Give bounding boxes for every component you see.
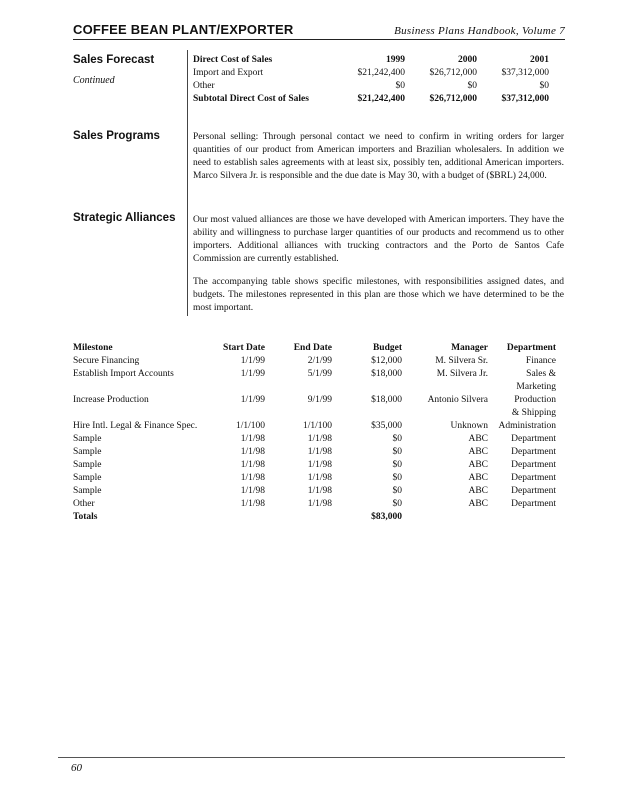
table-cell bbox=[73, 407, 213, 420]
table-cell: Other bbox=[73, 499, 95, 509]
page-number: 60 bbox=[71, 762, 82, 774]
table-cell: $0 bbox=[392, 473, 402, 483]
header-cell: Manager bbox=[451, 343, 488, 353]
header-cell: Milestone bbox=[73, 343, 113, 353]
header-cell: 2001 bbox=[530, 55, 549, 65]
table-cell bbox=[73, 381, 213, 394]
table-cell: 1/1/98 bbox=[307, 499, 332, 509]
table-cell: $0 bbox=[392, 499, 402, 509]
table-cell bbox=[402, 407, 488, 420]
table-cell: Sample bbox=[73, 460, 102, 470]
table-cell: Department bbox=[511, 486, 556, 496]
table-cell: 1/1/98 bbox=[307, 473, 332, 483]
table-header-row bbox=[193, 54, 549, 67]
table-cell: $37,312,000 bbox=[501, 68, 549, 78]
table-cell: Sample bbox=[73, 486, 102, 496]
header-cell: Start Date bbox=[223, 343, 265, 353]
table-row bbox=[73, 446, 556, 459]
table-cell: $0 bbox=[467, 81, 477, 91]
table-cell: ABC bbox=[468, 486, 488, 496]
table-cell: $0 bbox=[392, 486, 402, 496]
table-row bbox=[73, 368, 556, 381]
table-cell bbox=[402, 381, 488, 394]
table-cell: $26,712,000 bbox=[429, 68, 477, 78]
table-cell: Sales & bbox=[526, 369, 556, 379]
header-cell: 2000 bbox=[458, 55, 477, 65]
table-cell: Antonio Silvera bbox=[427, 395, 488, 405]
table-row bbox=[73, 394, 556, 407]
table-cell: ABC bbox=[468, 434, 488, 444]
header-cell: End Date bbox=[293, 343, 332, 353]
footer-rule bbox=[58, 757, 565, 758]
table-cell: $37,312,000 bbox=[501, 94, 549, 104]
table-cell: $26,712,000 bbox=[429, 94, 477, 104]
table-cell: Unknown bbox=[450, 421, 488, 431]
table-cell: Secure Financing bbox=[73, 356, 140, 366]
table-cell: 1/1/98 bbox=[240, 473, 265, 483]
table-cell: M. Silvera Sr. bbox=[435, 356, 488, 366]
table-cell: 1/1/98 bbox=[307, 447, 332, 457]
table-cell: Finance bbox=[525, 356, 556, 366]
table-cell: 1/1/98 bbox=[240, 447, 265, 457]
table-cell: ABC bbox=[468, 460, 488, 470]
table-cell: 2/1/99 bbox=[307, 356, 332, 366]
table-cell: Sample bbox=[73, 473, 102, 483]
table-cell: 1/1/98 bbox=[307, 460, 332, 470]
table-cell: 1/1/98 bbox=[240, 499, 265, 509]
table-totals-row bbox=[73, 511, 556, 524]
table-cell: Other bbox=[193, 81, 215, 91]
table-cell: $0 bbox=[539, 81, 549, 91]
table-cell: $18,000 bbox=[371, 369, 402, 379]
table-cell bbox=[332, 381, 402, 394]
table-cell: M. Silvera Jr. bbox=[436, 369, 488, 379]
table-cell: Administration bbox=[498, 421, 556, 431]
milestones-intro-paragraph: The accompanying table shows specific milestones, with responsibilities assigned dates, and budgets. The milestones represented in this plan are those which we have determined to be the most important. bbox=[193, 277, 564, 313]
table-cell bbox=[265, 381, 332, 394]
sales-forecast-table bbox=[193, 54, 549, 106]
table-row bbox=[73, 498, 556, 511]
table-cell: Increase Production bbox=[73, 395, 149, 405]
table-cell: 1/1/99 bbox=[240, 356, 265, 366]
table-cell bbox=[265, 407, 332, 420]
section-heading-sales-forecast: Sales Forecast bbox=[73, 54, 155, 66]
table-cell: 1/1/99 bbox=[240, 369, 265, 379]
table-cell: $0 bbox=[395, 81, 405, 91]
table-cell: 1/1/99 bbox=[240, 395, 265, 405]
table-cell: $21,242,400 bbox=[357, 68, 405, 78]
table-cell bbox=[332, 407, 402, 420]
header-rule bbox=[73, 39, 565, 40]
table-cell: 1/1/98 bbox=[307, 486, 332, 496]
table-cell: ABC bbox=[468, 447, 488, 457]
table-cell: Department bbox=[511, 434, 556, 444]
table-row bbox=[73, 485, 556, 498]
table-cell: Establish Import Accounts bbox=[73, 369, 174, 379]
table-row bbox=[73, 381, 556, 394]
table-header-row bbox=[73, 342, 556, 355]
table-cell: Department bbox=[511, 460, 556, 470]
table-cell: $21,242,400 bbox=[357, 94, 405, 104]
table-row bbox=[73, 407, 556, 420]
table-row bbox=[193, 80, 549, 93]
table-row bbox=[73, 355, 556, 368]
running-header-book: Business Plans Handbook, Volume 7 bbox=[394, 25, 565, 37]
table-cell: $0 bbox=[392, 460, 402, 470]
totals-label: Totals bbox=[73, 512, 98, 522]
table-cell: $0 bbox=[392, 447, 402, 457]
section-heading-strategic-alliances: Strategic Alliances bbox=[73, 212, 176, 224]
sales-programs-paragraph: Personal selling: Through personal contact we need to confirm in writing orders for larger quantities of our product from American importers and Brazilian wholesalers. In addition we need to establish sales agreements with at least six, possibly ten, additional American importers. Marco Silvera Jr. is responsible and the due date is May 30, with a budget of ($BRL) 24,000. bbox=[193, 132, 564, 181]
milestones-table bbox=[73, 342, 556, 524]
table-cell: 9/1/99 bbox=[307, 395, 332, 405]
table-cell: $0 bbox=[392, 434, 402, 444]
header-cell: 1999 bbox=[386, 55, 405, 65]
header-cell: Direct Cost of Sales bbox=[193, 55, 273, 65]
table-cell: 1/1/100 bbox=[302, 421, 332, 431]
table-cell: $35,000 bbox=[371, 421, 402, 431]
table-cell bbox=[213, 381, 265, 394]
table-row bbox=[73, 472, 556, 485]
table-cell: 1/1/98 bbox=[307, 434, 332, 444]
table-cell bbox=[213, 407, 265, 420]
table-cell: Department bbox=[511, 499, 556, 509]
table-row bbox=[73, 420, 556, 433]
table-cell: Marketing bbox=[516, 382, 556, 392]
section-heading-sales-programs: Sales Programs bbox=[73, 130, 160, 142]
table-cell: Production bbox=[514, 395, 556, 405]
table-cell: Sample bbox=[73, 447, 102, 457]
table-cell: ABC bbox=[468, 499, 488, 509]
table-cell: Hire Intl. Legal & Finance Spec. bbox=[73, 421, 198, 431]
table-cell: Department bbox=[511, 447, 556, 457]
table-cell: Import and Export bbox=[193, 68, 264, 78]
table-cell: Sample bbox=[73, 434, 102, 444]
column-divider bbox=[187, 50, 188, 316]
table-cell: Department bbox=[511, 473, 556, 483]
header-cell: Department bbox=[506, 343, 556, 353]
section-subheading-continued: Continued bbox=[73, 75, 115, 86]
running-header-title: COFFEE BEAN PLANT/EXPORTER bbox=[73, 22, 294, 37]
table-cell: 1/1/98 bbox=[240, 434, 265, 444]
table-cell: 1/1/98 bbox=[240, 486, 265, 496]
table-subtotal-row bbox=[193, 93, 549, 106]
table-row bbox=[73, 433, 556, 446]
table-row bbox=[193, 67, 549, 80]
table-cell: Subtotal Direct Cost of Sales bbox=[193, 94, 309, 104]
table-cell: $12,000 bbox=[371, 356, 402, 366]
table-cell: 5/1/99 bbox=[307, 369, 332, 379]
table-cell: $18,000 bbox=[371, 395, 402, 405]
totals-budget: $83,000 bbox=[371, 512, 402, 522]
strategic-alliances-paragraph: Our most valued alliances are those we have developed with American importers. They have the ability and willingness to purchase larger quantities of our products and recommend us to other importers. Additional alliances with trucking contractors and the Porto de Santos Cafe Commission are currently established. bbox=[193, 215, 564, 264]
table-cell: 1/1/98 bbox=[240, 460, 265, 470]
header-cell: Budget bbox=[372, 343, 402, 353]
table-cell: ABC bbox=[468, 473, 488, 483]
table-cell: 1/1/100 bbox=[235, 421, 265, 431]
table-cell: & Shipping bbox=[511, 408, 556, 418]
table-row bbox=[73, 459, 556, 472]
